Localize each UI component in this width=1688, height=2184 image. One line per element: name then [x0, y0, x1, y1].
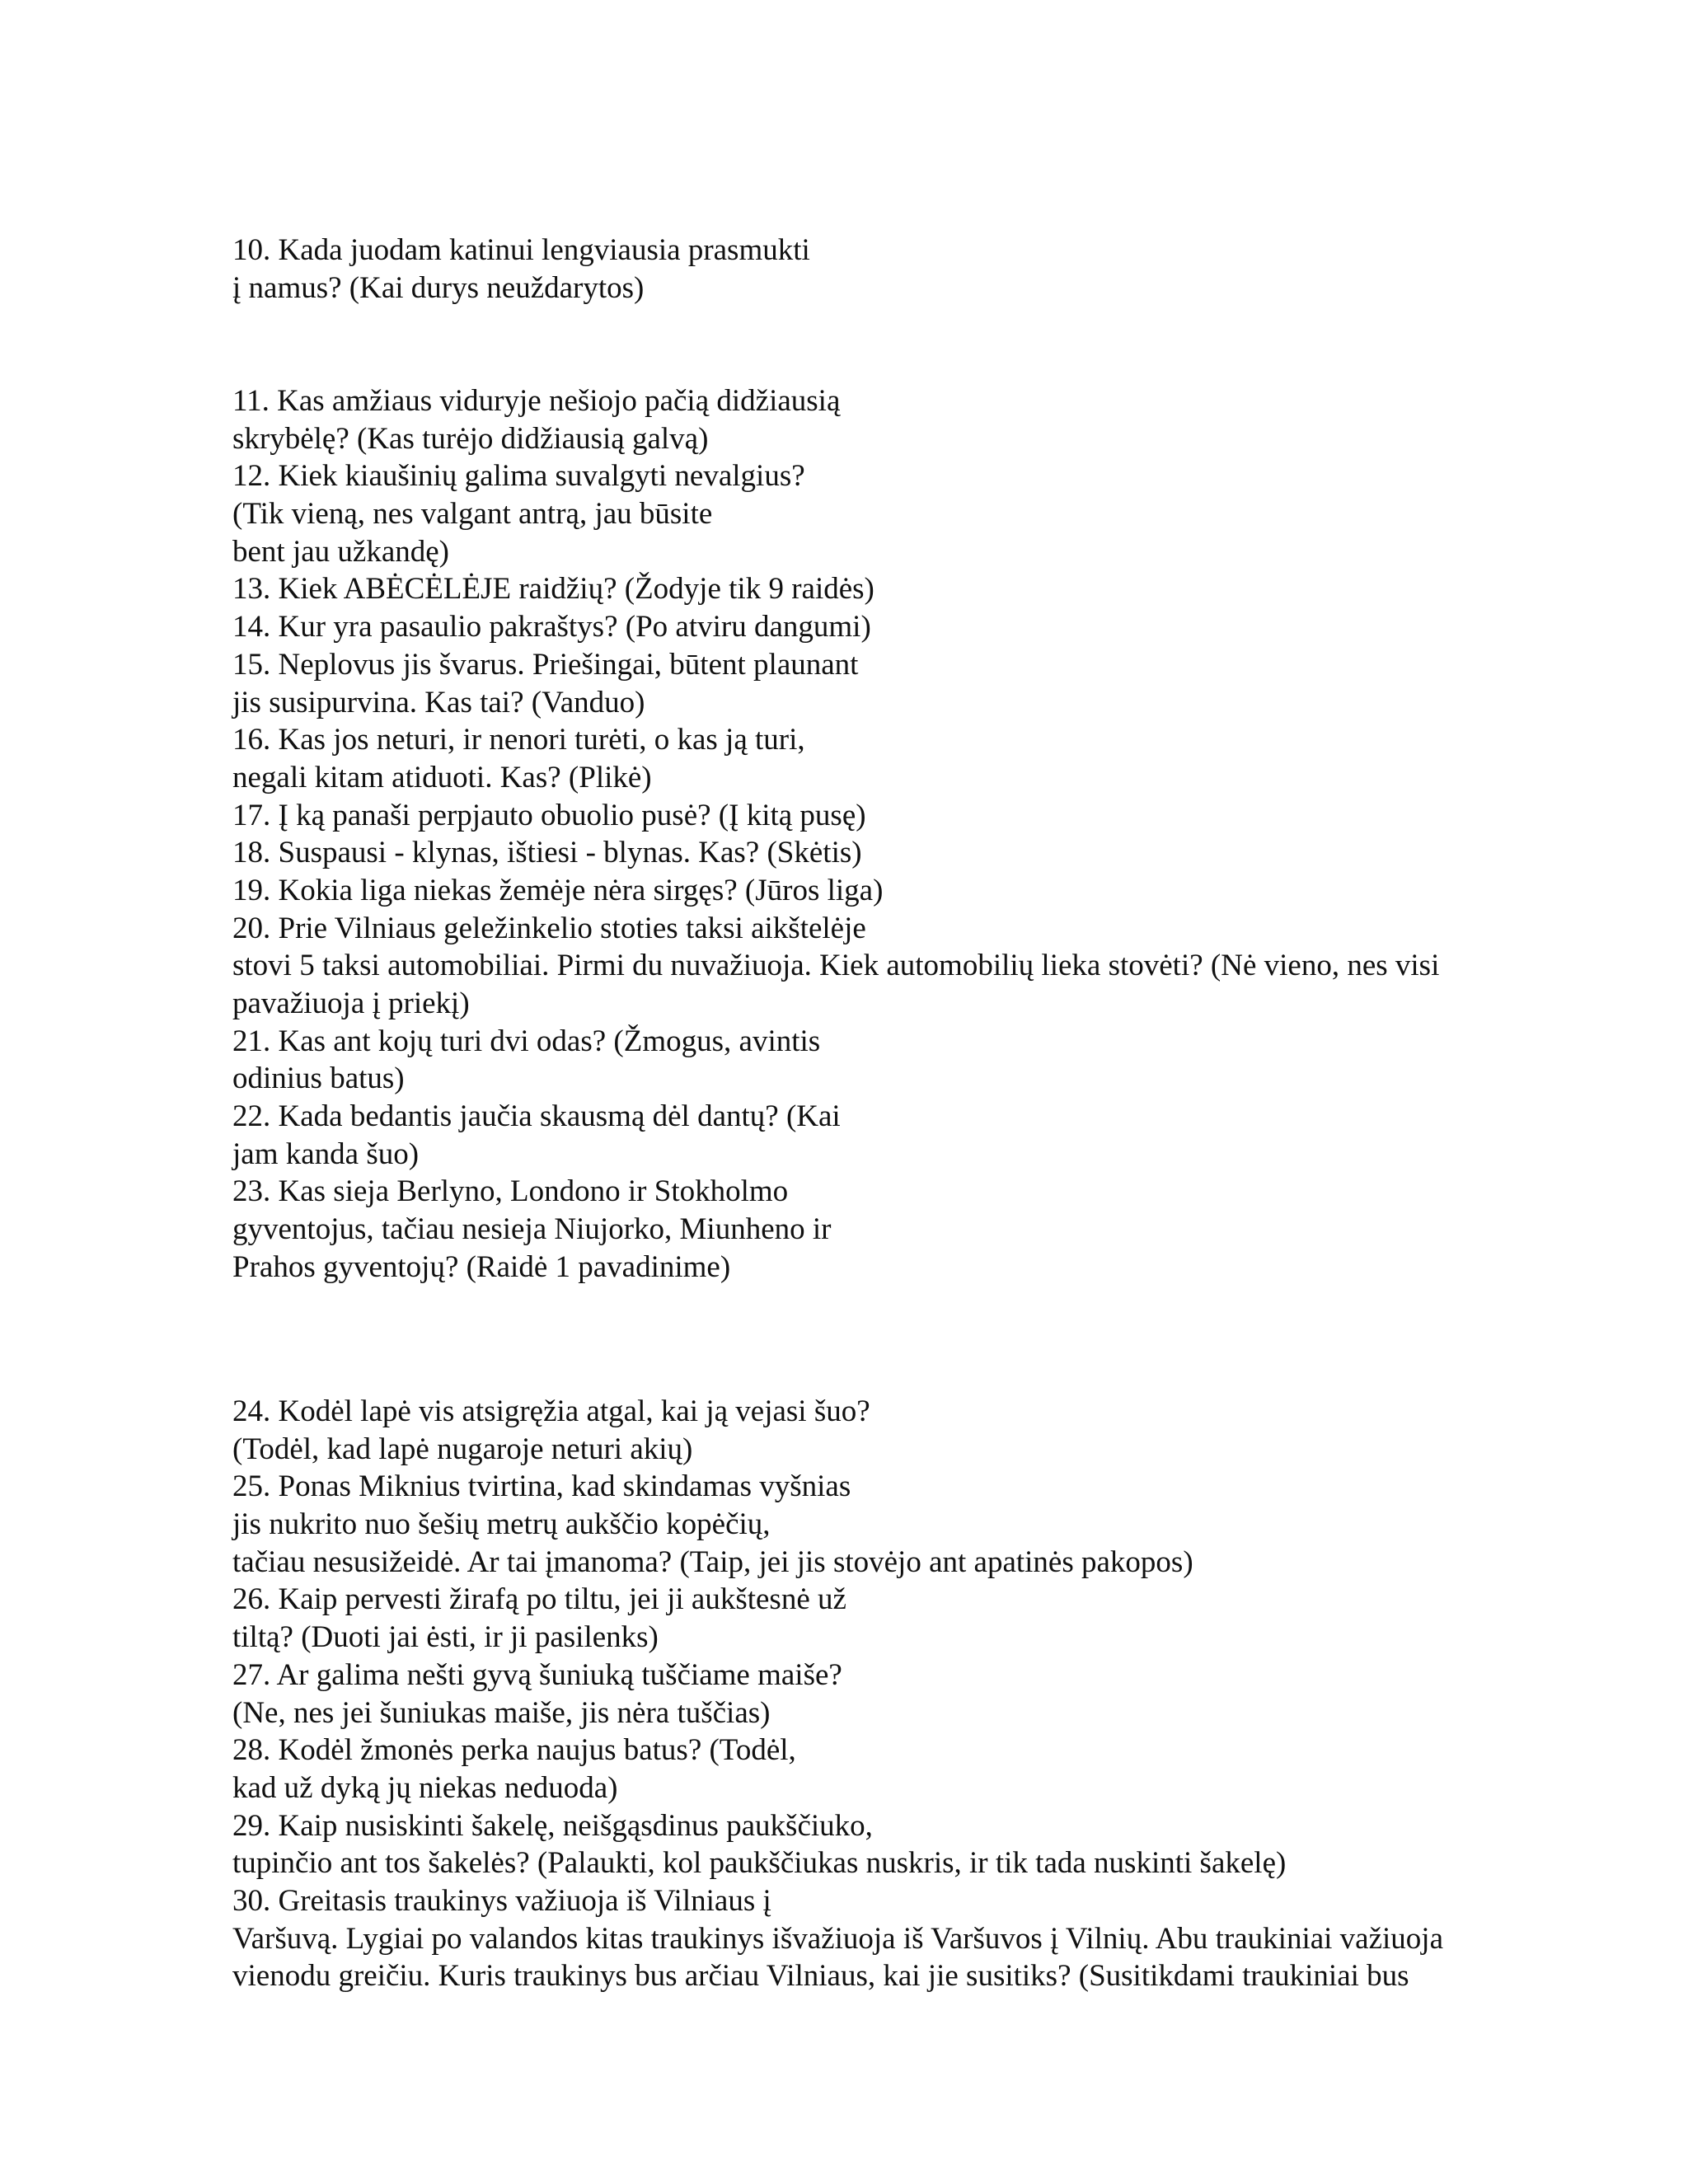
text-line: 25. Ponas Miknius tvirtina, kad skindamas vyšnias [232, 1469, 851, 1504]
riddle-block-1 [232, 232, 1634, 307]
text-line: 29. Kaip nusiskinti šakelę, neišgąsdinus paukščiuko, [232, 1808, 873, 1843]
text-line: 16. Kas jos neturi, ir nenori turėti, o kas ją turi, [232, 723, 805, 757]
text-line: 26. Kaip pervesti žirafą po tiltu, jei ji aukštesnė už [232, 1582, 846, 1617]
text-line: 10. Kada juodam katinui lengviausia prasmukti [232, 233, 810, 267]
text-line: skrybėlę? (Kas turėjo didžiausią galvą) [232, 421, 709, 456]
text-line: jis susipurvina. Kas tai? (Vanduo) [232, 685, 645, 719]
text-line: (Ne, nes jei šuniukas maiše, jis nėra tuščias) [232, 1695, 771, 1730]
text-line: 11. Kas amžiaus viduryje nešiojo pačią didžiausią [232, 384, 841, 418]
text-line: tupinčio ant tos šakelės? (Palaukti, kol paukščiukas nuskris, ir tik tada nuskinti šakelę) [232, 1846, 1287, 1881]
text-line: kad už dyką jų niekas neduoda) [232, 1770, 618, 1805]
text-line: 13. Kiek ABĖCĖLĖJE raidžių? (Žodyje tik 9 raidės) [232, 572, 874, 607]
text-line: odinius batus) [232, 1062, 405, 1096]
text-line: 30. Greitasis traukinys važiuoja iš Vilniaus į [232, 1883, 771, 1918]
text-line: į namus? (Kai durys neuždarytos) [232, 270, 645, 305]
text-line: 14. Kur yra pasaulio pakraštys? (Po atviru dangumi) [232, 610, 871, 644]
text-line: 12. Kiek kiaušinių galima suvalgyti nevalgius? [232, 459, 805, 494]
text-line: tačiau nesusižeidė. Ar tai įmanoma? (Taip, jei jis stovėjo ant apatinės pakopos) [232, 1544, 1193, 1579]
text-line: jis nukrito nuo šešių metrų aukščio kopėčių, [232, 1507, 771, 1542]
text-line: 24. Kodėl lapė vis atsigręžia atgal, kai ją vejasi šuo? [232, 1394, 870, 1428]
text-line: 22. Kada bedantis jaučia skausmą dėl dantų? (Kai [232, 1099, 841, 1134]
text-line: bent jau užkandę) [232, 534, 449, 569]
text-line: 28. Kodėl žmonės perka naujus batus? (Todėl, [232, 1733, 796, 1768]
riddle-block-2 [232, 382, 1634, 1286]
text-line: 27. Ar galima nešti gyvą šuniuką tuščiame maiše? [232, 1657, 842, 1692]
text-line: 23. Kas sieja Berlyno, Londono ir Stokholmo [232, 1174, 789, 1209]
text-line: 17. Į ką panaši perpjauto obuolio pusė? (Į kitą pusę) [232, 798, 866, 832]
text-line: 18. Suspausi - klynas, ištiesi - blynas. Kas? (Skėtis) [232, 836, 862, 870]
text-line: tiltą? (Duoti jai ėsti, ir ji pasilenks) [232, 1620, 659, 1655]
text-line: jam kanda šuo) [232, 1137, 420, 1171]
text-line: gyventojus, tačiau nesieja Niujorko, Miunheno ir [232, 1212, 832, 1247]
text-line: 19. Kokia liga niekas žemėje nėra sirgęs? (Jūros liga) [232, 873, 884, 907]
text-line: negali kitam atiduoti. Kas? (Plikė) [232, 760, 652, 794]
text-line: 15. Neplovus jis švarus. Priešingai, būtent plaunant [232, 647, 859, 682]
text-line: Varšuvą. Lygiai po valandos kitas traukinys išvažiuoja iš Varšuvos į Vilnių. Abu traukiniai važiuoja [232, 1921, 1443, 1956]
text-line: vienodu greičiu. Kuris traukinys bus arčiau Vilniaus, kai jie susitiks? (Susitikdami traukiniai bus [232, 1959, 1409, 1994]
text-line: (Tik vieną, nes valgant antrą, jau būsite [232, 497, 713, 532]
text-line: 21. Kas ant kojų turi dvi odas? (Žmogus, avintis [232, 1024, 821, 1058]
text-line: Prahos gyventojų? (Raidė 1 pavadinime) [232, 1249, 731, 1284]
text-line: 20. Prie Vilniaus geležinkelio stoties taksi aikštelėje [232, 911, 866, 945]
riddle-block-3 [232, 1393, 1634, 1995]
text-line: (Todėl, kad lapė nugaroje neturi akių) [232, 1432, 693, 1466]
text-line: pavažiuoja į priekį) [232, 987, 470, 1020]
text-line: stovi 5 taksi automobiliai. Pirmi du nuvažiuoja. Kiek automobilių lieka stovėti? (Nė vieno, nes visi [232, 949, 1440, 983]
